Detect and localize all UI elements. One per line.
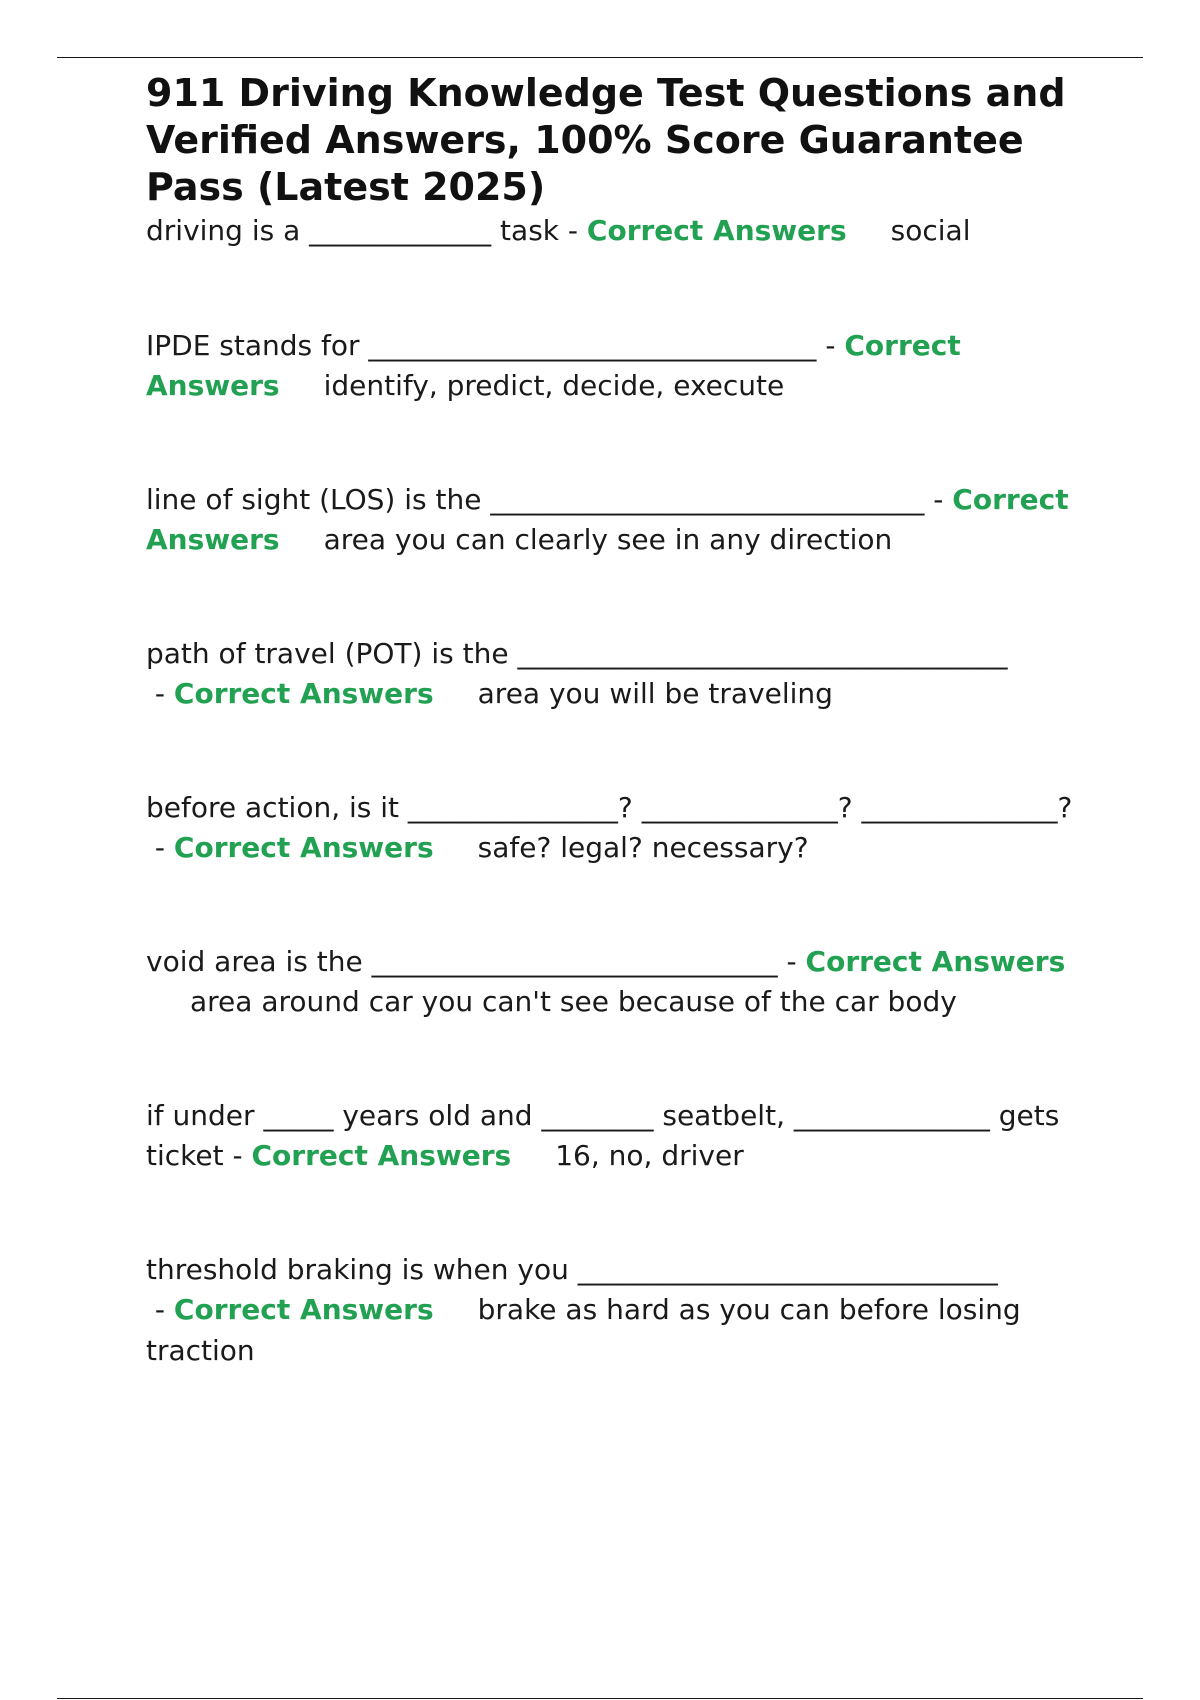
separator: - [777,944,806,978]
separator: - [816,328,845,362]
correct-answers-label: Correct Answers [173,1293,434,1326]
correct-answers-label: Correct Answers [805,944,1066,978]
qa-item [146,788,1096,869]
separator: - [146,831,174,864]
answer-text: safe? legal? necessary? [477,831,809,864]
question-text: if under _____ years old and ________ seatbelt, ______________ gets ticket [146,1098,1060,1172]
correct-answers-label: Correct Answers [586,214,847,247]
question-text: driving is a _____________ task [146,214,559,247]
separator: - [559,214,587,247]
answer-text: identify, predict, decide, execute [323,369,785,402]
question-text: line of sight (LOS) is the _______________________________ [146,482,925,516]
qa-item [146,480,1096,561]
answer-text: social [890,214,971,247]
document-page [146,70,1096,1371]
qa-item [146,1096,1096,1177]
qa-item [146,942,1096,1023]
separator: - [924,482,953,516]
separator: - [223,1139,252,1172]
question-text: void area is the _____________________________ [146,944,778,978]
correct-answers-label: Correct Answers [146,482,1069,556]
answer-text: 16, no, driver [555,1139,744,1172]
question-text: IPDE stands for ________________________________ [146,328,817,362]
answer-text: area around car you can't see because of the car body [190,985,957,1018]
correct-answers-label: Correct Answers [146,328,961,402]
qa-item [146,211,1096,252]
separator: - [146,677,174,710]
document-title: 911 Driving Knowledge Test Questions and Verified Answers, 100% Score Guarantee Pass (Latest 2025) [146,71,1066,209]
qa-item [146,1250,1096,1372]
bottom-rule [57,1698,1143,1699]
correct-answers-label: Correct Answers [173,831,434,864]
correct-answers-label: Correct Answers [173,677,434,710]
correct-answers-label: Correct Answers [251,1139,512,1172]
question-text: path of travel (POT) is the ___________________________________ [146,636,1008,670]
answer-text: area you can clearly see in any direction [323,523,893,556]
top-rule [57,57,1143,58]
question-text: before action, is it _______________? ______________? ______________? [146,790,1073,824]
answer-text: brake as hard as you can before losing traction [146,1293,1021,1367]
qa-item [146,326,1096,407]
qa-item [146,634,1096,715]
answer-text: area you will be traveling [477,677,833,710]
separator: - [146,1293,174,1326]
question-text: threshold braking is when you ______________________________ [146,1252,998,1286]
